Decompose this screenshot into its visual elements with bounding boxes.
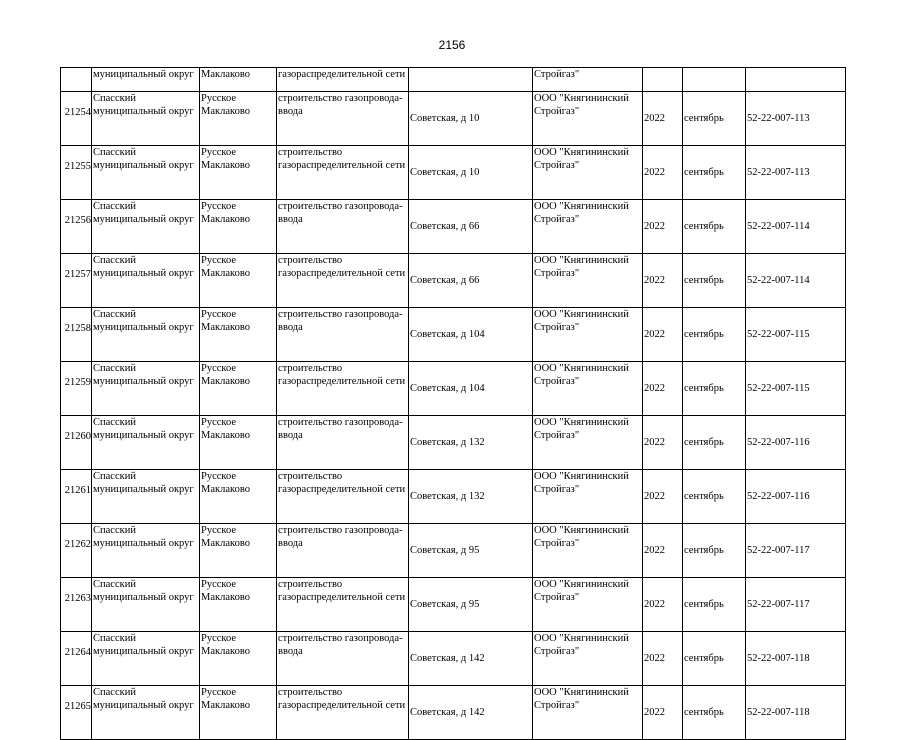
cell-settlement-line-2: Маклаково [201,268,250,279]
cell-code: 52-22-007-115 [746,362,846,416]
cell-settlement-line-1: Русское [201,417,237,428]
cell-address: Советская, д 95 [409,578,533,632]
page-number: 2156 [438,38,466,52]
cell-settlement-line-1: Русское [201,471,237,482]
cell-settlement-line-2: Маклаково [201,484,250,495]
cell-district-line-1: Спасский [93,147,136,158]
cell-contractor-line-2: Стройгаз" [534,322,580,333]
cell-settlement-line-1: Русское [201,201,237,212]
cell-district [92,308,200,362]
cell-address [409,68,533,92]
cell-settlement-line-2: Маклаково [201,430,250,441]
table-row [61,308,846,362]
cell-address: Советская, д 95 [409,524,533,578]
cell-district [92,470,200,524]
cell-contractor-line-1: ООО "Княгининский [534,255,629,266]
cell-address: Советская, д 10 [409,92,533,146]
table-row [61,416,846,470]
cell-work: газораспределительной сети [277,68,409,92]
cell-settlement-line-1: Русское [201,93,237,104]
cell-contractor-line-1: ООО "Княгининский [534,633,629,644]
cell-work-line-1: строительство [278,579,343,590]
cell-code: 52-22-007-116 [746,470,846,524]
cell-contractor-line-2: Стройгаз" [534,214,580,225]
cell-num: 21258 [61,308,92,362]
cell-district-line-1: Спасский [93,93,136,104]
cell-code: 52-22-007-118 [746,686,846,740]
cell-num: 21264 [61,632,92,686]
table-row [61,524,846,578]
cell-month: сентябрь [683,470,746,524]
cell-contractor [533,416,643,470]
cell-address: Советская, д 104 [409,362,533,416]
cell-work [277,470,409,524]
cell-settlement-line-2: Маклаково [201,160,250,171]
cell-contractor [533,254,643,308]
cell-settlement [200,470,277,524]
cell-work-line-1: строительство [278,687,343,698]
cell-month: сентябрь [683,92,746,146]
cell-settlement [200,146,277,200]
cell-work-line-1: строительство газопровода- [278,633,403,644]
cell-month: сентябрь [683,308,746,362]
cell-contractor [533,578,643,632]
cell-settlement [200,254,277,308]
cell-contractor [533,92,643,146]
cell-contractor-line-2: Стройгаз" [534,430,580,441]
cell-month: сентябрь [683,146,746,200]
cell-year: 2022 [643,308,683,362]
cell-work [277,308,409,362]
cell-code: 52-22-007-115 [746,308,846,362]
cell-month: сентябрь [683,632,746,686]
cell-year: 2022 [643,524,683,578]
cell-district [92,524,200,578]
cell-num: 21255 [61,146,92,200]
cell-contractor [533,146,643,200]
cell-address: Советская, д 10 [409,146,533,200]
cell-district-line-2: муниципальный округ [93,646,194,657]
cell-num: 21260 [61,416,92,470]
cell-contractor-line-1: ООО "Княгининский [534,525,629,536]
cell-settlement [200,686,277,740]
table-row-continuation [61,68,846,92]
cell-address: Советская, д 142 [409,686,533,740]
cell-work-line-2: ввода [278,106,303,117]
cell-contractor [533,362,643,416]
cell-district [92,92,200,146]
cell-settlement [200,308,277,362]
cell-contractor-line-2: Стройгаз" [534,106,580,117]
cell-contractor-line-2: Стройгаз" [534,160,580,171]
cell-settlement-line-2: Маклаково [201,538,250,549]
cell-settlement-line-2: Маклаково [201,700,250,711]
cell-year: 2022 [643,416,683,470]
cell-contractor-line-2: Стройгаз" [534,592,580,603]
cell-year: 2022 [643,470,683,524]
cell-year: 2022 [643,578,683,632]
cell-code [746,68,846,92]
cell-address: Советская, д 66 [409,200,533,254]
cell-district-line-1: Спасский [93,363,136,374]
table-row [61,92,846,146]
cell-settlement-line-1: Русское [201,687,237,698]
cell-district [92,362,200,416]
cell-district-line-2: муниципальный округ [93,430,194,441]
table-row [61,146,846,200]
cell-code: 52-22-007-113 [746,92,846,146]
cell-contractor-line-1: ООО "Княгининский [534,417,629,428]
cell-district-line-2: муниципальный округ [93,700,194,711]
cell-work [277,524,409,578]
cell-address: Советская, д 104 [409,308,533,362]
cell-work-line-2: газораспределительной сети [278,160,406,171]
table-row [61,362,846,416]
cell-settlement-line-1: Русское [201,633,237,644]
cell-work-line-2: газораспределительной сети [278,700,406,711]
cell-work-line-1: строительство [278,363,343,374]
cell-work-line-1: строительство [278,147,343,158]
cell-work-line-1: строительство [278,255,343,266]
cell-month [683,68,746,92]
cell-year [643,68,683,92]
cell-settlement: Маклаково [200,68,277,92]
cell-work-line-2: ввода [278,322,303,333]
cell-settlement [200,578,277,632]
cell-num: 21261 [61,470,92,524]
cell-month: сентябрь [683,416,746,470]
cell-district-line-1: Спасский [93,579,136,590]
cell-work-line-2: ввода [278,430,303,441]
cell-district: муниципальный округ [92,68,200,92]
cell-settlement-line-1: Русское [201,255,237,266]
table-row [61,254,846,308]
cell-work-line-1: строительство [278,471,343,482]
cell-code: 52-22-007-116 [746,416,846,470]
cell-work [277,92,409,146]
cell-work [277,200,409,254]
cell-month: сентябрь [683,200,746,254]
cell-settlement [200,92,277,146]
cell-settlement [200,362,277,416]
cell-district-line-1: Спасский [93,525,136,536]
cell-district [92,254,200,308]
cell-work-line-2: газораспределительной сети [278,592,406,603]
registry-body [61,68,846,740]
table-row [61,686,846,740]
cell-settlement-line-2: Маклаково [201,376,250,387]
cell-district [92,146,200,200]
cell-work [277,686,409,740]
cell-code: 52-22-007-117 [746,524,846,578]
cell-work-line-2: газораспределительной сети [278,376,406,387]
cell-year: 2022 [643,362,683,416]
cell-month: сентябрь [683,362,746,416]
cell-num [61,68,92,92]
cell-year: 2022 [643,92,683,146]
cell-district-line-1: Спасский [93,633,136,644]
cell-contractor [533,470,643,524]
cell-work-line-1: строительство газопровода- [278,525,403,536]
cell-num: 21256 [61,200,92,254]
cell-num: 21263 [61,578,92,632]
cell-num: 21257 [61,254,92,308]
cell-work-line-2: ввода [278,646,303,657]
table-row [61,470,846,524]
cell-month: сентябрь [683,524,746,578]
cell-month: сентябрь [683,686,746,740]
cell-settlement [200,524,277,578]
cell-settlement-line-1: Русское [201,525,237,536]
cell-district-line-2: муниципальный округ [93,376,194,387]
cell-code: 52-22-007-118 [746,632,846,686]
cell-contractor [533,686,643,740]
cell-district-line-2: муниципальный округ [93,538,194,549]
cell-settlement-line-2: Маклаково [201,214,250,225]
cell-contractor-line-1: ООО "Княгининский [534,201,629,212]
cell-contractor-line-1: ООО "Княгининский [534,147,629,158]
cell-work-line-2: газораспределительной сети [278,268,406,279]
cell-district-line-1: Спасский [93,417,136,428]
cell-district-line-1: Спасский [93,309,136,320]
cell-settlement-line-1: Русское [201,579,237,590]
cell-district-line-2: муниципальный округ [93,322,194,333]
cell-settlement-line-1: Русское [201,363,237,374]
cell-settlement-line-2: Маклаково [201,592,250,603]
cell-year: 2022 [643,146,683,200]
cell-district [92,200,200,254]
cell-contractor-line-2: Стройгаз" [534,268,580,279]
cell-contractor-line-2: Стройгаз" [534,376,580,387]
cell-work-line-2: газораспределительной сети [278,484,406,495]
cell-work [277,578,409,632]
cell-district-line-2: муниципальный округ [93,106,194,117]
cell-work-line-2: ввода [278,538,303,549]
cell-work-line-1: строительство газопровода- [278,201,403,212]
cell-work [277,254,409,308]
cell-work [277,146,409,200]
cell-num: 21265 [61,686,92,740]
cell-settlement-line-1: Русское [201,147,237,158]
cell-code: 52-22-007-113 [746,146,846,200]
cell-work-line-2: ввода [278,214,303,225]
cell-contractor-line-1: ООО "Княгининский [534,471,629,482]
cell-work [277,362,409,416]
cell-address: Советская, д 132 [409,470,533,524]
cell-contractor [533,200,643,254]
cell-num: 21254 [61,92,92,146]
cell-district [92,578,200,632]
cell-settlement-line-2: Маклаково [201,322,250,333]
cell-district-line-1: Спасский [93,687,136,698]
cell-address: Советская, д 142 [409,632,533,686]
cell-code: 52-22-007-114 [746,200,846,254]
cell-district-line-1: Спасский [93,471,136,482]
cell-contractor-line-1: ООО "Княгининский [534,687,629,698]
cell-code: 52-22-007-117 [746,578,846,632]
cell-num: 21259 [61,362,92,416]
cell-address: Советская, д 132 [409,416,533,470]
cell-contractor-line-2: Стройгаз" [534,484,580,495]
cell-district-line-2: муниципальный округ [93,268,194,279]
cell-month: сентябрь [683,254,746,308]
cell-district [92,686,200,740]
cell-contractor-line-1: ООО "Княгининский [534,579,629,590]
cell-district-line-2: муниципальный округ [93,214,194,225]
cell-contractor: Стройгаз" [533,68,643,92]
cell-work-line-1: строительство газопровода- [278,93,403,104]
cell-month: сентябрь [683,578,746,632]
cell-contractor-line-2: Стройгаз" [534,646,580,657]
cell-contractor-line-2: Стройгаз" [534,700,580,711]
cell-work-line-1: строительство газопровода- [278,417,403,428]
cell-settlement [200,416,277,470]
cell-district [92,416,200,470]
cell-contractor [533,308,643,362]
cell-contractor-line-1: ООО "Княгининский [534,93,629,104]
cell-settlement-line-2: Маклаково [201,646,250,657]
cell-district-line-2: муниципальный округ [93,592,194,603]
cell-settlement [200,200,277,254]
cell-contractor-line-1: ООО "Княгининский [534,363,629,374]
cell-year: 2022 [643,632,683,686]
cell-work-line-1: строительство газопровода- [278,309,403,320]
cell-year: 2022 [643,254,683,308]
cell-work [277,416,409,470]
cell-settlement-line-1: Русское [201,309,237,320]
cell-district-line-1: Спасский [93,201,136,212]
cell-year: 2022 [643,686,683,740]
table-row [61,578,846,632]
cell-contractor-line-2: Стройгаз" [534,538,580,549]
cell-code: 52-22-007-114 [746,254,846,308]
cell-num: 21262 [61,524,92,578]
cell-address: Советская, д 66 [409,254,533,308]
cell-year: 2022 [643,200,683,254]
cell-settlement-line-2: Маклаково [201,106,250,117]
cell-district-line-1: Спасский [93,255,136,266]
table-row [61,200,846,254]
cell-district-line-2: муниципальный округ [93,160,194,171]
registry-table [60,67,846,740]
cell-district-line-2: муниципальный округ [93,484,194,495]
cell-contractor-line-1: ООО "Княгининский [534,309,629,320]
cell-contractor [533,524,643,578]
